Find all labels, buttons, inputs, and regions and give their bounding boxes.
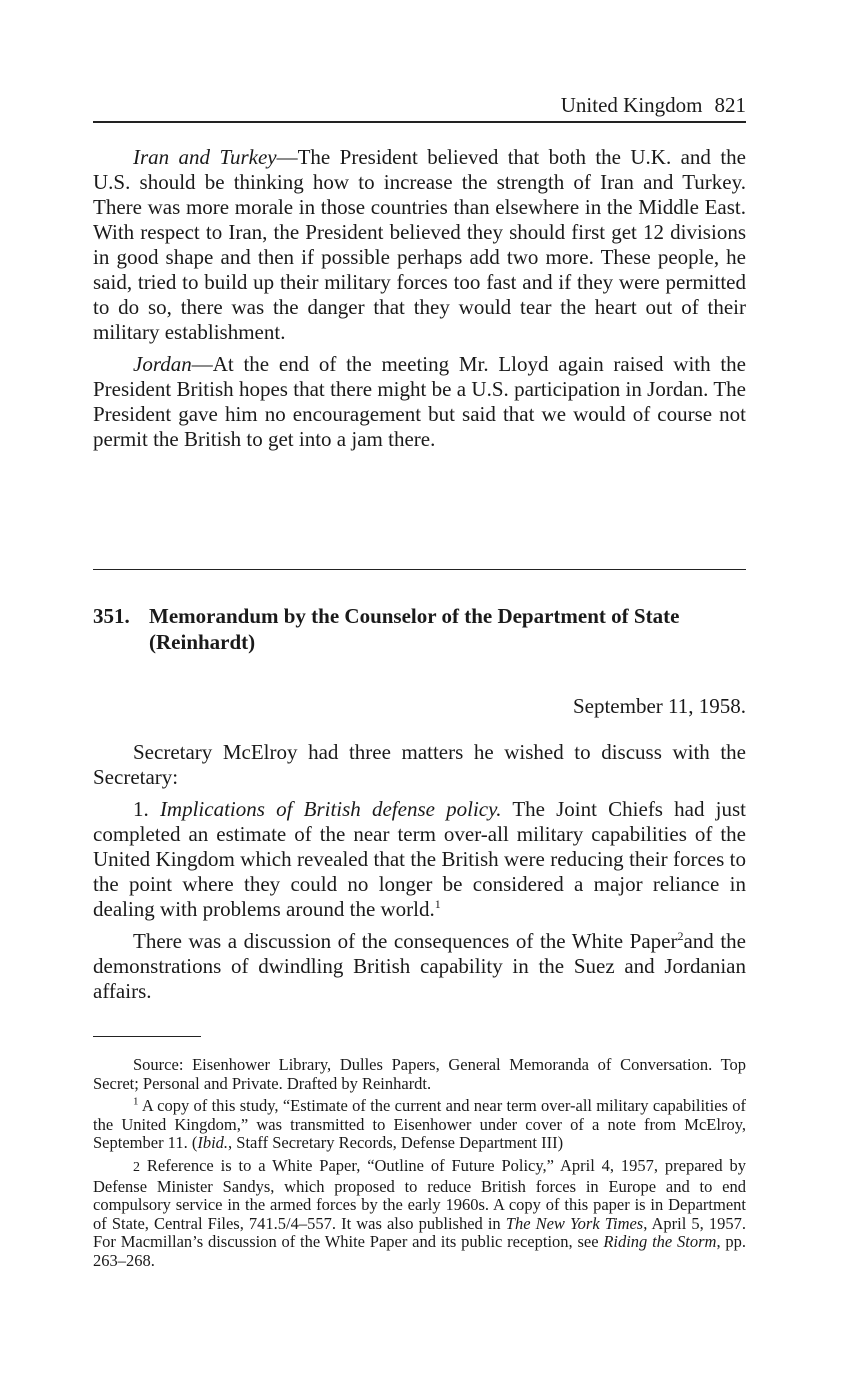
footnote-italic: Ibid.	[197, 1133, 229, 1153]
footnote-text: , April 5, 1957. For Macmillan’s discussion of the White Paper and its public reception, see	[93, 1213, 746, 1252]
footnote-text: , Staff Secretary Records, Defense Department III)	[228, 1133, 564, 1153]
run-in-heading-jordan: Jordan	[133, 352, 192, 376]
item-number: 1.	[133, 797, 149, 821]
paragraph-text: and the demonstrations of dwindling British capability in the Suez and Jordanian affairs.	[93, 929, 746, 1003]
footnote-italic: The New York Times	[505, 1213, 644, 1233]
memorandum-body	[93, 740, 746, 1004]
source-note: Source: Eisenhower Library, Dulles Papers, General Memoranda of Conversation. Top Secret; Personal and Private. Drafted by Reinhardt.	[93, 1055, 746, 1093]
dateline: September 11, 1958.	[572, 694, 746, 718]
footnote-italic: Riding the Storm	[603, 1232, 717, 1252]
section-divider	[93, 569, 746, 570]
footnote-mark: 1	[133, 1095, 139, 1108]
running-header-title: United Kingdom	[560, 93, 703, 117]
item-heading: Implications of British defense policy.	[159, 797, 502, 821]
footnote-ref-1[interactable]: 1	[434, 897, 441, 911]
paragraph-text: There was a discussion of the consequences of the White Paper	[133, 929, 678, 953]
header-rule	[93, 121, 746, 123]
paragraph-text: —The President believed that both the U.K. and the U.S. should be thinking how to increase the strength of Iran and Turkey. There was more morale in those countries than elsewhere in the Middle East. With respect to Iran, the President believed they should first get 12 divisions in good shape and then if possible perhaps add two more. These people, he said, tried to build up their military forces too fast and if they were permitted to do so, there was the danger that they would tear the heart out of their military establishment.	[93, 145, 746, 344]
paragraph-item-1	[93, 797, 746, 922]
paragraph-iran-turkey	[93, 145, 746, 345]
footnote-ref-2[interactable]: 2	[677, 929, 684, 943]
page-number: 821	[714, 93, 746, 117]
footnote-mark: 2	[133, 1159, 140, 1175]
run-in-heading-iran-turkey: Iran and Turkey	[133, 145, 277, 169]
paragraph-intro: Secretary McElroy had three matters he wished to discuss with the Secretary:	[93, 740, 746, 789]
continued-section	[93, 145, 746, 452]
paragraph-text: —At the end of the meeting Mr. Lloyd again raised with the President British hopes that there might be a U.S. participation in Jordan. The President gave him no encouragement but said that we would of course not permit the British to get into a jam there.	[93, 352, 746, 451]
running-header	[93, 90, 746, 120]
paragraph-text: The Joint Chiefs had just completed an estimate of the near term over-all military capabilities of the United Kingdom which revealed that the British were reducing their forces to the point where they could no longer be considered a major reliance in dealing with problems around the world.	[93, 797, 746, 921]
footnote-rule	[93, 1036, 201, 1037]
footnote-2	[93, 1157, 746, 1271]
paragraph-jordan	[93, 352, 746, 452]
footnote-1	[93, 1097, 746, 1153]
document-number: 351.	[93, 604, 130, 628]
document-heading	[93, 603, 746, 655]
footnote-text: Reference is to a White Paper, “Outline of Future Policy,” April 4, 1957, prepared by Defense Minister Sandys, which proposed to reduce British forces in Europe and to end compulsory service in the armed forces by the early 1960s. A copy of this paper is in Department of State, Central Files, 741.5/4–557. It was also published in	[93, 1155, 746, 1233]
document-title: Memorandum by the Counselor of the Department of State (Reinhardt)	[149, 604, 680, 654]
footnotes	[93, 1056, 746, 1271]
footnote-text: A copy of this study, “Estimate of the current and near term over-all military capabilities of the United Kingdom,” was transmitted to Eisenhower under cover of a note from McElroy, September 11. (	[93, 1096, 746, 1153]
footnote-text: , pp. 263–268.	[93, 1232, 747, 1270]
paragraph-white-paper	[93, 929, 746, 1004]
